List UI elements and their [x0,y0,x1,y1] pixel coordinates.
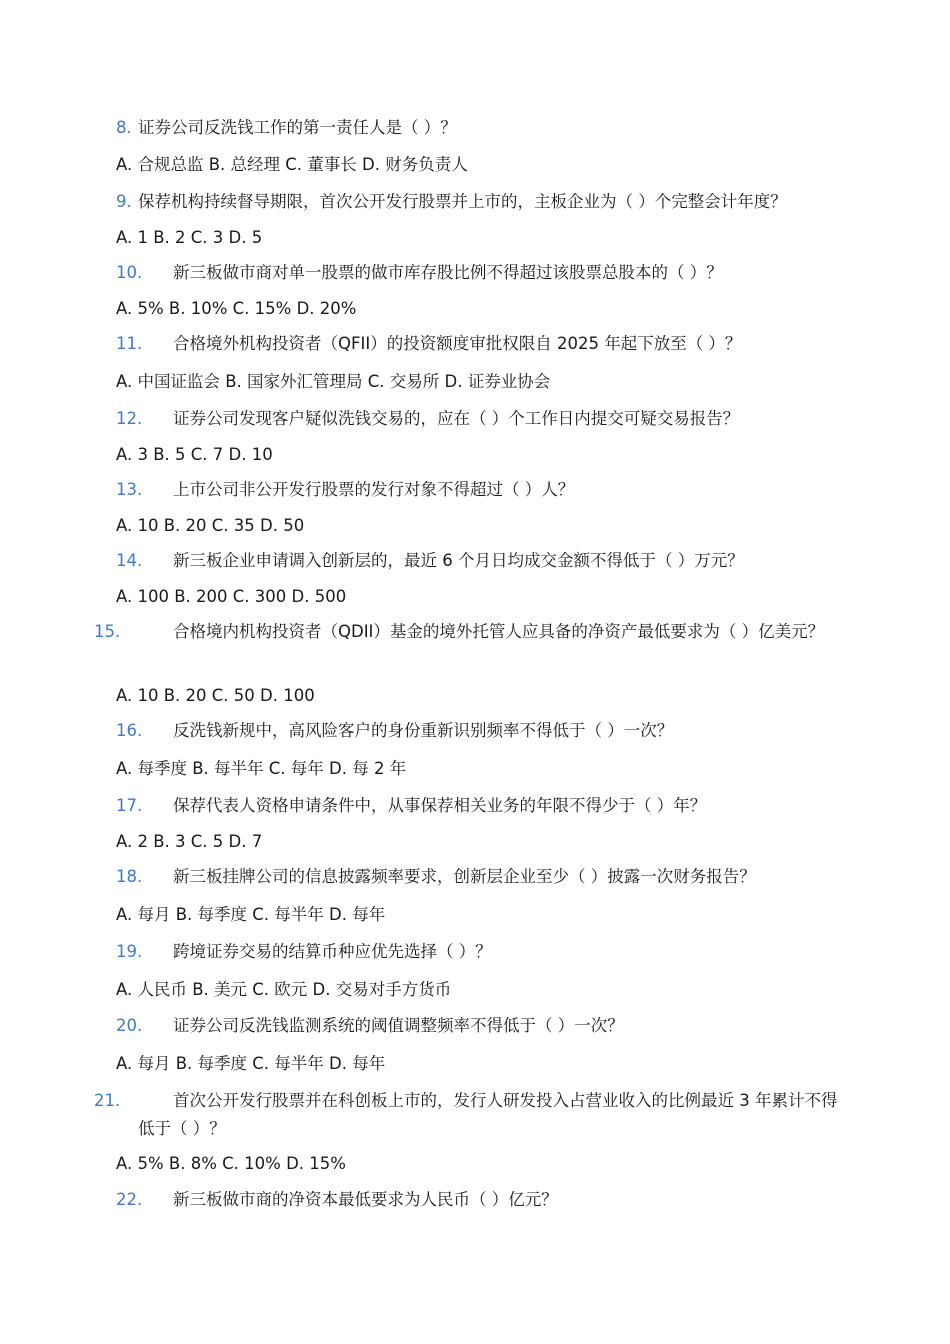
question-number: 22. [116,1190,143,1209]
question-21-options: A. 5% B. 8% C. 10% D. 15% [116,1154,346,1173]
question-13-options: A. 10 B. 20 C. 35 D. 50 [116,516,305,535]
question-text: 首次公开发行股票并在科创板上市的，发行人研发投入占营业收入的比例最近 3 年累计不得低于（ ）？ [138,1091,838,1138]
question-number: 16. [116,721,143,740]
question-9-options: A. 1 B. 2 C. 3 D. 5 [116,228,263,247]
question-text: 证券公司反洗钱工作的第一责任人是（ ）？ [138,118,457,137]
question-text: 新三板做市商的净资本最低要求为人民币（ ）亿元？ [173,1190,558,1209]
question-22 [116,1186,836,1214]
question-number: 20. [116,1016,143,1035]
question-19-options: A. 人民币 B. 美元 C. 欧元 D. 交易对手方货币 [116,980,452,999]
question-17 [116,792,836,820]
question-19 [116,938,836,966]
question-14-options: A. 100 B. 200 C. 300 D. 500 [116,587,347,606]
question-10-options: A. 5% B. 10% C. 15% D. 20% [116,299,357,318]
question-21 [94,1087,838,1143]
question-16-options: A. 每季度 B. 每半年 C. 每年 D. 每 2 年 [116,759,407,778]
question-20-options: A. 每月 B. 每季度 C. 每半年 D. 每年 [116,1054,386,1073]
question-text: 合格境外机构投资者（QFII）的投资额度审批权限自 2025 年起下放至（ ）？ [173,334,742,353]
question-18-options: A. 每月 B. 每季度 C. 每半年 D. 每年 [116,905,386,924]
question-16 [116,717,836,745]
question-number: 17. [116,796,143,815]
question-text: 保荐代表人资格申请条件中，从事保荐相关业务的年限不得少于（ ）年？ [173,796,707,815]
question-number: 8. [116,118,132,137]
question-12-options: A. 3 B. 5 C. 7 D. 10 [116,445,273,464]
question-20 [116,1012,836,1040]
question-number: 15. [94,622,121,641]
question-number: 12. [116,409,143,428]
question-text: 新三板企业申请调入创新层的，最近 6 个月日均成交金额不得低于（ ）万元？ [173,551,744,570]
question-text: 上市公司非公开发行股票的发行对象不得超过（ ）人？ [173,480,575,499]
question-number: 19. [116,942,143,961]
question-8 [116,114,836,142]
question-14 [116,547,836,575]
question-number: 14. [116,551,143,570]
question-text: 保荐机构持续督导期限，首次公开发行股票并上市的，主板企业为（ ）个完整会计年度？ [138,192,787,211]
question-text: 新三板做市商对单一股票的做市库存股比例不得超过该股票总股本的（ ）？ [173,263,723,282]
question-text: 证券公司发现客户疑似洗钱交易的，应在（ ）个工作日内提交可疑交易报告？ [173,409,740,428]
question-8-options: A. 合规总监 B. 总经理 C. 董事长 D. 财务负责人 [116,155,468,174]
question-number: 11. [116,334,143,353]
question-17-options: A. 2 B. 3 C. 5 D. 7 [116,832,263,851]
question-11-options: A. 中国证监会 B. 国家外汇管理局 C. 交易所 D. 证券业协会 [116,372,551,391]
question-number: 13. [116,480,143,499]
question-15 [94,618,838,646]
question-text: 合格境内机构投资者（QDII）基金的境外托管人应具备的净资产最低要求为（ ）亿美元？ [173,622,825,641]
question-number: 18. [116,867,143,886]
question-number: 21. [94,1091,121,1110]
question-18 [116,863,836,891]
question-15-options: A. 10 B. 20 C. 50 D. 100 [116,686,315,705]
question-text: 新三板挂牌公司的信息披露频率要求，创新层企业至少（ ）披露一次财务报告？ [173,867,756,886]
question-11 [116,330,836,358]
question-13 [116,476,836,504]
question-text: 证券公司反洗钱监测系统的阈值调整频率不得低于（ ）一次？ [173,1016,624,1035]
question-12 [116,405,836,433]
question-number: 9. [116,192,132,211]
question-9 [116,188,836,216]
question-text: 跨境证券交易的结算币种应优先选择（ ）？ [173,942,492,961]
question-text: 反洗钱新规中，高风险客户的身份重新识别频率不得低于（ ）一次？ [173,721,674,740]
question-10 [116,259,836,287]
question-number: 10. [116,263,143,282]
